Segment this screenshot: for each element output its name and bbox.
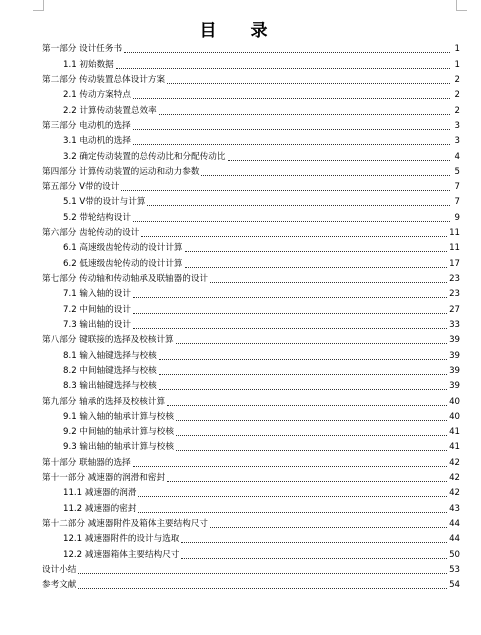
toc-page-number: 2 bbox=[454, 90, 460, 101]
toc-entry[interactable] bbox=[42, 499, 460, 514]
toc-page-number: 7 bbox=[454, 197, 460, 208]
toc-entry-text: 第二部分 传动装置总体设计方案 bbox=[42, 74, 166, 85]
toc-entry[interactable] bbox=[42, 377, 460, 392]
toc-dot-leader bbox=[210, 282, 447, 283]
toc-entry-text: 12.2 减速器箱体主要结构尺寸 bbox=[63, 549, 180, 560]
toc-entry-text: 3.2 确定传动装置的总传动比和分配传动比 bbox=[63, 151, 226, 162]
toc-entry[interactable] bbox=[42, 300, 460, 315]
toc-dot-leader bbox=[159, 359, 447, 360]
toc-dot-leader bbox=[228, 160, 451, 161]
toc-dot-leader bbox=[133, 313, 447, 314]
toc-entry[interactable] bbox=[42, 331, 460, 346]
toc-entry-text: 第六部分 齿轮传动的设计 bbox=[42, 228, 140, 239]
toc-page-number: 11 bbox=[449, 228, 460, 239]
toc-entry[interactable] bbox=[42, 208, 460, 223]
toc-entry-text: 9.2 中间轴的轴承计算与校核 bbox=[63, 427, 174, 438]
toc-dot-leader bbox=[147, 205, 450, 206]
toc-entry-text: 第一部分 设计任务书 bbox=[42, 44, 123, 55]
toc-entry-text: 第八部分 键联接的选择及校核计算 bbox=[42, 335, 174, 346]
toc-dot-leader bbox=[133, 129, 450, 130]
toc-entry[interactable] bbox=[42, 469, 460, 484]
toc-entry-text: 9.3 输出轴的轴承计算与校核 bbox=[63, 442, 174, 453]
toc-page-number: 27 bbox=[449, 304, 460, 315]
toc-entry-text: 第七部分 传动轴和传动轴承及联轴器的设计 bbox=[42, 274, 209, 284]
toc-page-number: 41 bbox=[449, 427, 460, 438]
toc-dot-leader bbox=[181, 558, 447, 559]
toc-page-number: 50 bbox=[449, 549, 460, 560]
toc-dot-leader bbox=[210, 527, 447, 528]
toc-entry-text: 第十部分 联轴器的选择 bbox=[42, 457, 131, 468]
toc-entry[interactable] bbox=[42, 576, 460, 591]
toc-dot-leader bbox=[133, 297, 447, 298]
toc-entry-text: 7.2 中间轴的设计 bbox=[63, 304, 131, 315]
toc-dot-leader bbox=[181, 542, 447, 543]
table-of-contents bbox=[42, 40, 460, 591]
toc-entry[interactable] bbox=[42, 101, 460, 116]
toc-page-number: 39 bbox=[449, 365, 460, 376]
toc-page-number: 3 bbox=[454, 120, 460, 131]
toc-page-number: 39 bbox=[449, 350, 460, 361]
toc-page-number: 9 bbox=[454, 212, 460, 223]
toc-entry-text: 第四部分 计算传动装置的运动和动力参数 bbox=[42, 166, 200, 177]
toc-entry[interactable] bbox=[42, 346, 460, 361]
toc-entry-text: 5.2 带轮结构设计 bbox=[63, 212, 131, 223]
toc-page-number: 33 bbox=[449, 319, 460, 330]
toc-page-number: 44 bbox=[449, 519, 460, 529]
toc-dot-leader bbox=[133, 328, 447, 329]
toc-entry-text: 12.1 减速器附件的设计与选取 bbox=[63, 534, 180, 545]
toc-entry[interactable] bbox=[42, 453, 460, 468]
toc-entry[interactable] bbox=[42, 408, 460, 423]
toc-page-number: 54 bbox=[449, 580, 460, 591]
toc-page-number: 41 bbox=[449, 442, 460, 453]
toc-dot-leader bbox=[176, 420, 447, 421]
toc-title: 目 录 bbox=[199, 21, 282, 41]
toc-entry[interactable] bbox=[42, 239, 460, 254]
toc-page-number: 43 bbox=[449, 503, 460, 514]
toc-entry[interactable] bbox=[42, 561, 460, 576]
toc-entry[interactable] bbox=[42, 71, 460, 86]
toc-entry[interactable] bbox=[42, 530, 460, 545]
toc-dot-leader bbox=[167, 83, 450, 84]
toc-dot-leader bbox=[124, 52, 450, 53]
toc-dot-leader bbox=[159, 389, 447, 390]
page-corner-mark-left bbox=[33, 0, 44, 11]
toc-page-number: 40 bbox=[449, 411, 460, 422]
toc-dot-leader bbox=[167, 481, 447, 482]
toc-page-number: 17 bbox=[449, 258, 460, 269]
toc-entry[interactable] bbox=[42, 86, 460, 101]
page-corner-mark-right bbox=[456, 0, 467, 11]
toc-page-number: 11 bbox=[449, 243, 460, 254]
toc-entry[interactable] bbox=[42, 423, 460, 438]
toc-dot-leader bbox=[167, 405, 447, 406]
toc-entry-text: 8.1 输入轴键选择与校核 bbox=[63, 350, 157, 361]
toc-dot-leader bbox=[78, 573, 447, 574]
toc-entry[interactable] bbox=[42, 362, 460, 377]
toc-entry-text: 第九部分 轴承的选择及校核计算 bbox=[42, 396, 166, 407]
toc-page-number: 42 bbox=[449, 457, 460, 468]
toc-entry[interactable] bbox=[42, 178, 460, 193]
toc-dot-leader bbox=[133, 144, 450, 145]
toc-entry-text: 参考文献 bbox=[42, 580, 77, 591]
toc-dot-leader bbox=[185, 251, 448, 252]
toc-entry-text: 7.1 输入轴的设计 bbox=[63, 289, 131, 300]
toc-entry[interactable] bbox=[42, 163, 460, 178]
toc-entry-text: 2.2 计算传动装置总效率 bbox=[63, 105, 157, 116]
toc-entry-text: 第三部分 电动机的选择 bbox=[42, 120, 131, 131]
toc-entry-text: 9.1 输入轴的轴承计算与校核 bbox=[63, 411, 174, 422]
toc-entry[interactable] bbox=[42, 147, 460, 162]
toc-dot-leader bbox=[159, 114, 450, 115]
toc-page-number: 40 bbox=[449, 396, 460, 407]
toc-page-number: 4 bbox=[454, 151, 460, 162]
toc-entry[interactable] bbox=[42, 117, 460, 132]
toc-dot-leader bbox=[176, 450, 447, 451]
toc-dot-leader bbox=[201, 175, 450, 176]
toc-entry[interactable] bbox=[42, 270, 460, 285]
toc-dot-leader bbox=[138, 496, 447, 497]
toc-page-number: 23 bbox=[449, 274, 460, 284]
toc-page-number: 42 bbox=[449, 488, 460, 499]
toc-page-number: 42 bbox=[449, 473, 460, 484]
toc-dot-leader bbox=[185, 267, 448, 268]
toc-dot-leader bbox=[133, 98, 450, 99]
toc-entry[interactable] bbox=[42, 40, 460, 55]
toc-entry[interactable] bbox=[42, 545, 460, 560]
toc-entry[interactable] bbox=[42, 438, 460, 453]
toc-entry-text: 2.1 传动方案特点 bbox=[63, 90, 131, 101]
toc-page-number: 44 bbox=[449, 534, 460, 545]
toc-dot-leader bbox=[159, 374, 447, 375]
toc-entry[interactable] bbox=[42, 392, 460, 407]
toc-entry-text: 第十二部分 减速器附件及箱体主要结构尺寸 bbox=[42, 519, 209, 529]
toc-page-number: 1 bbox=[454, 59, 460, 70]
toc-entry-text: 11.2 减速器的密封 bbox=[63, 503, 137, 514]
toc-dot-leader bbox=[176, 435, 447, 436]
toc-dot-leader bbox=[133, 221, 450, 222]
toc-dot-leader bbox=[176, 343, 447, 344]
toc-entry[interactable] bbox=[42, 254, 460, 269]
toc-entry[interactable] bbox=[42, 484, 460, 499]
toc-page-number: 2 bbox=[454, 74, 460, 85]
toc-entry-text: 6.2 低速级齿轮传动的设计计算 bbox=[63, 258, 183, 269]
toc-dot-leader bbox=[141, 236, 447, 237]
toc-entry[interactable] bbox=[42, 515, 460, 530]
toc-entry-text: 8.2 中间轴键选择与校核 bbox=[63, 365, 157, 376]
toc-page-number: 53 bbox=[449, 564, 460, 575]
toc-entry[interactable] bbox=[42, 316, 460, 331]
toc-page-number: 39 bbox=[449, 335, 460, 346]
toc-entry-text: 第五部分 V带的设计 bbox=[42, 182, 120, 193]
toc-entry-text: 5.1 V带的设计与计算 bbox=[63, 197, 146, 208]
toc-page-number: 2 bbox=[454, 105, 460, 116]
toc-page-number: 1 bbox=[454, 44, 460, 55]
toc-page-number: 3 bbox=[454, 136, 460, 147]
toc-page-number: 23 bbox=[449, 289, 460, 300]
toc-dot-leader bbox=[133, 466, 447, 467]
toc-entry-text: 1.1 初始数据 bbox=[63, 59, 114, 70]
toc-entry-text: 7.3 输出轴的设计 bbox=[63, 319, 131, 330]
toc-page-number: 39 bbox=[449, 381, 460, 392]
toc-entry[interactable] bbox=[42, 285, 460, 300]
toc-dot-leader bbox=[116, 68, 450, 69]
toc-entry[interactable] bbox=[42, 224, 460, 239]
toc-entry[interactable] bbox=[42, 55, 460, 70]
toc-dot-leader bbox=[121, 190, 450, 191]
toc-entry[interactable] bbox=[42, 132, 460, 147]
toc-page-number: 7 bbox=[454, 182, 460, 193]
toc-entry-text: 6.1 高速级齿轮传动的设计计算 bbox=[63, 243, 183, 254]
toc-dot-leader bbox=[78, 588, 447, 589]
toc-entry-text: 第十一部分 减速器的润滑和密封 bbox=[42, 473, 166, 484]
toc-dot-leader bbox=[138, 512, 447, 513]
toc-entry-text: 8.3 输出轴键选择与校核 bbox=[63, 381, 157, 392]
toc-page-number: 5 bbox=[454, 166, 460, 177]
toc-entry-text: 11.1 减速器的润滑 bbox=[63, 488, 137, 499]
toc-entry[interactable] bbox=[42, 193, 460, 208]
toc-entry-text: 3.1 电动机的选择 bbox=[63, 136, 131, 147]
toc-entry-text: 设计小结 bbox=[42, 564, 77, 575]
